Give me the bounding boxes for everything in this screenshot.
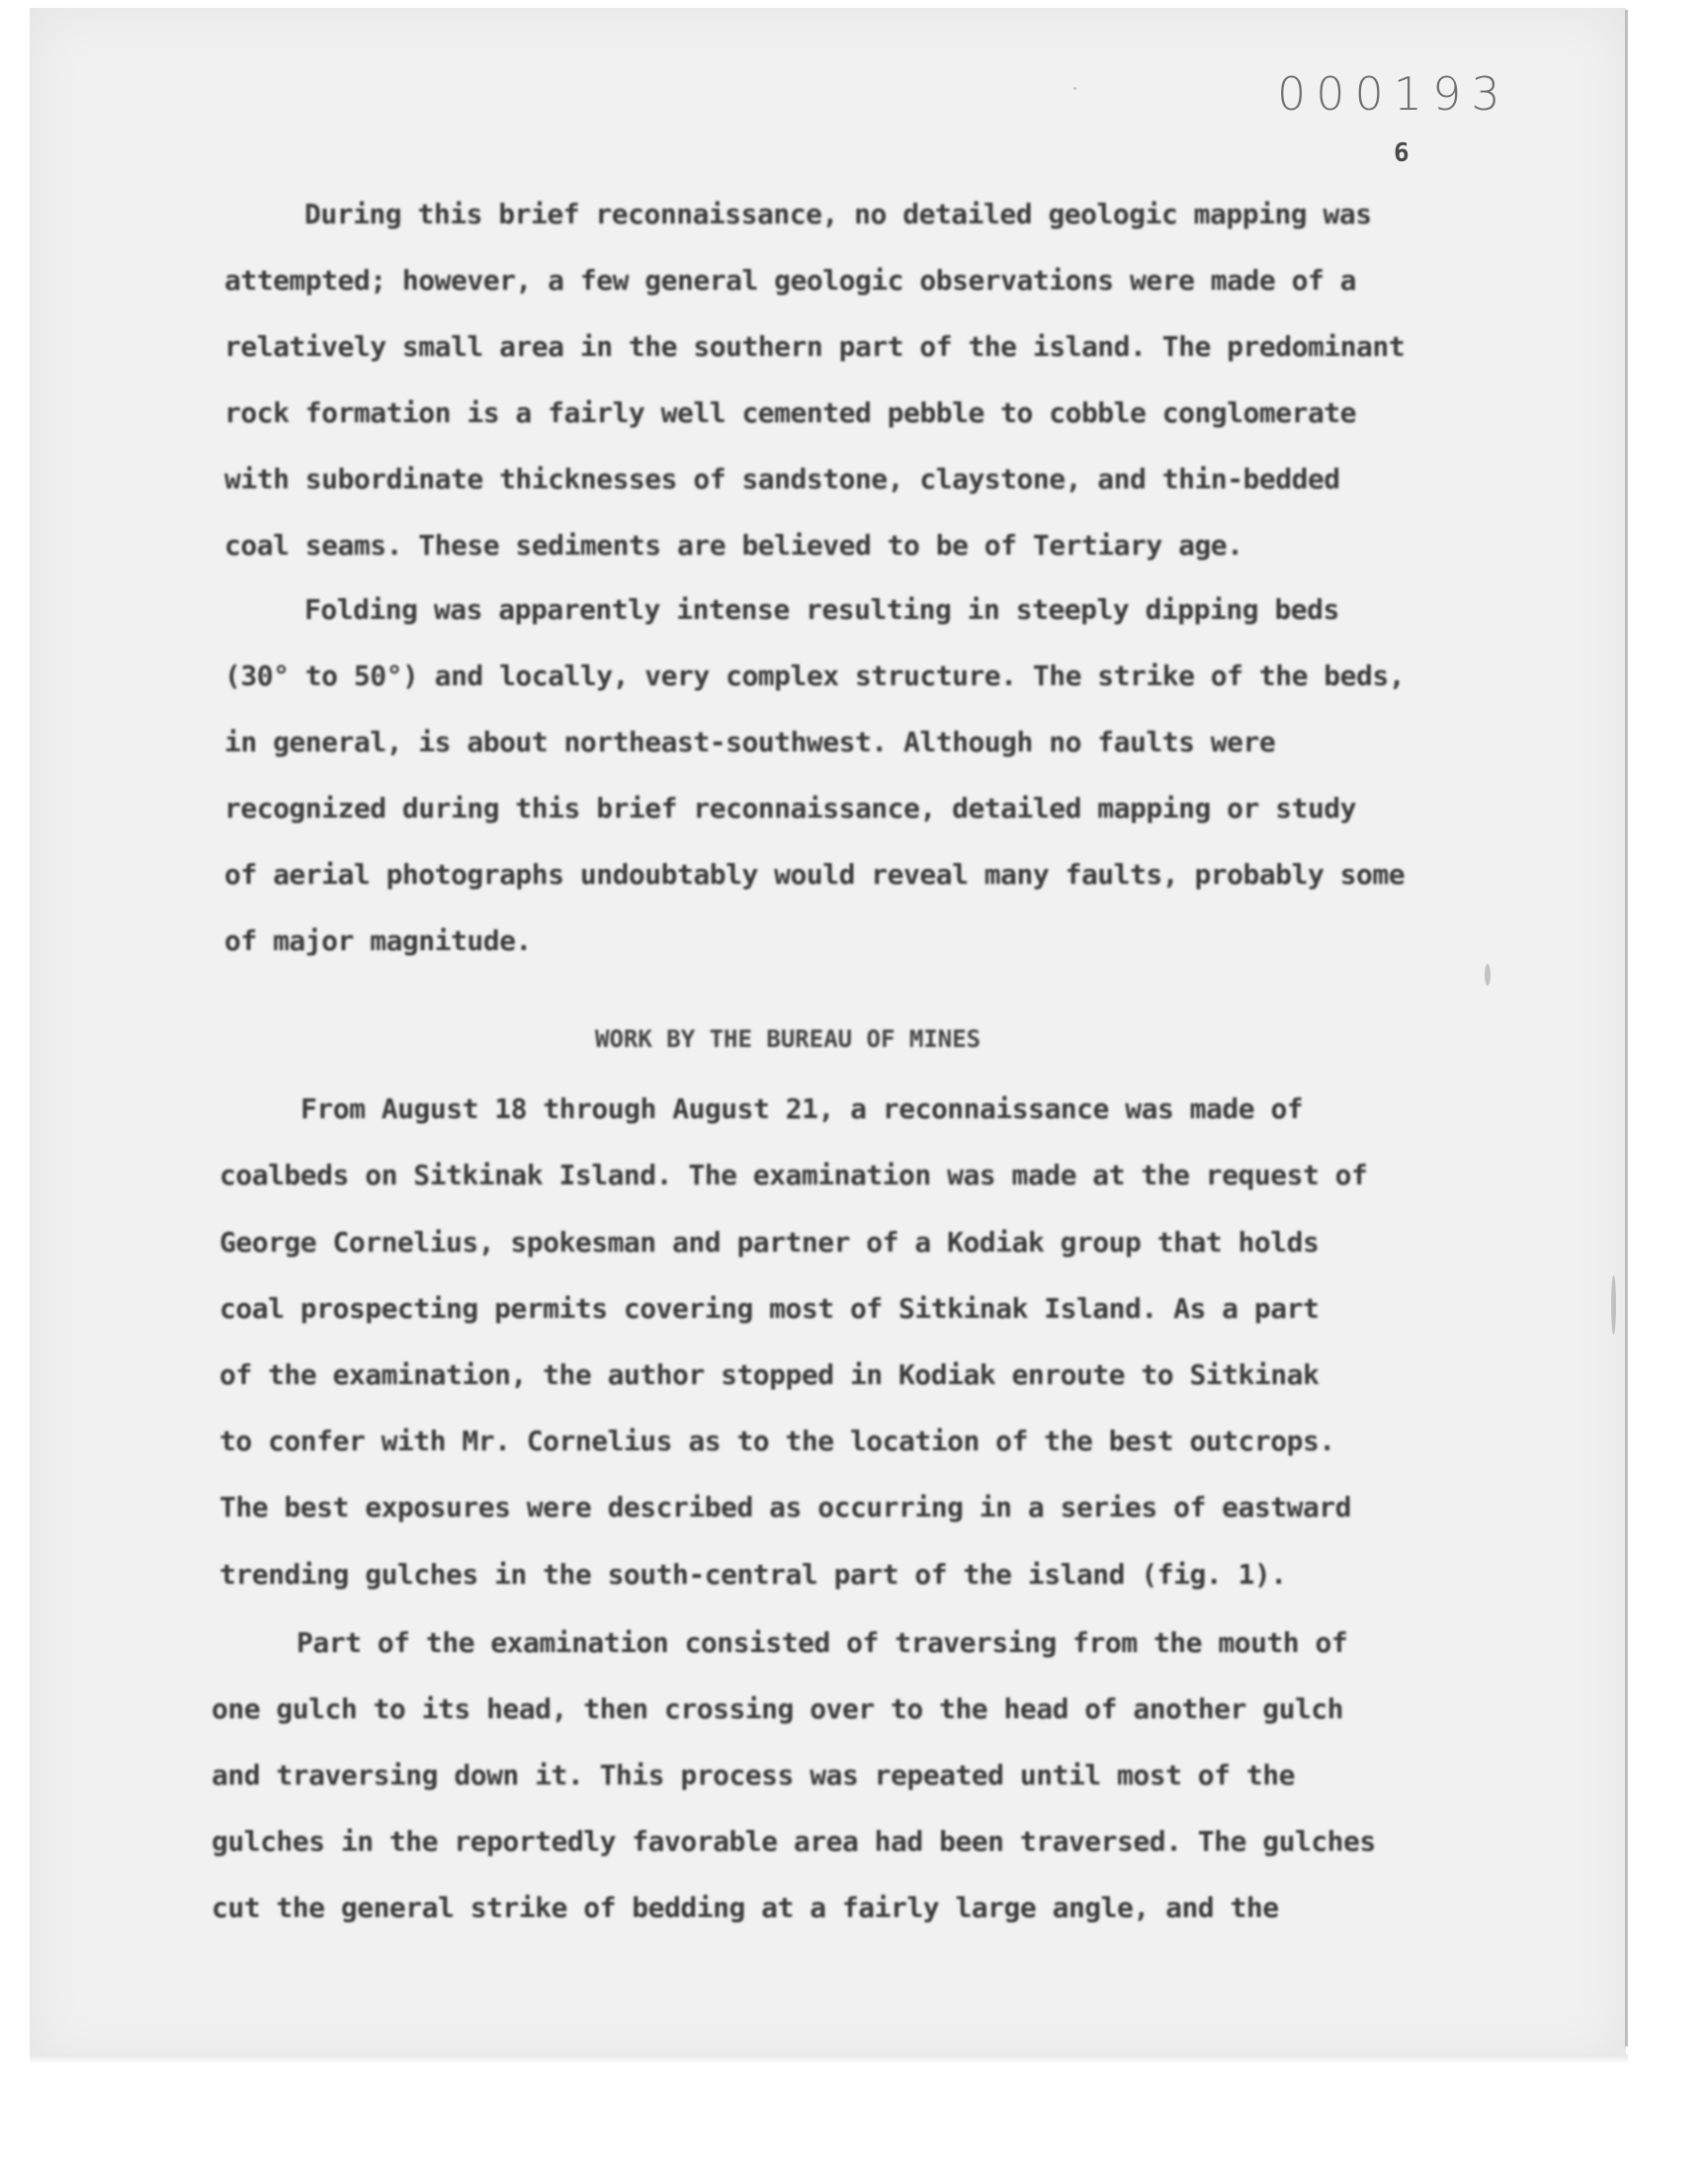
text-line: coal prospecting permits covering most of Sitkinak Island. As a part xyxy=(219,1292,1320,1325)
text-line: (30° to 50°) and locally, very complex structure. The strike of the beds, xyxy=(224,659,1406,692)
text-line: Folding was apparently intense resulting in steeply dipping beds xyxy=(304,593,1339,626)
text-line: relatively small area in the southern part of the island. The predominant xyxy=(224,330,1406,363)
scan-speck xyxy=(1485,964,1491,986)
text-line: trending gulches in the south-central part of the island (fig. 1). xyxy=(219,1558,1287,1591)
sheet-right-edge xyxy=(1625,10,1628,2046)
text-line: of the examination, the author stopped in Kodiak enroute to Sitkinak xyxy=(219,1358,1320,1391)
text-line: in general, is about northeast-southwest. Although no faults were xyxy=(224,726,1276,758)
text-line: with subordinate thicknesses of sandstone, claystone, and thin-bedded xyxy=(224,463,1340,495)
page-number: 6 xyxy=(1394,138,1409,168)
text-line: recognized during this brief reconnaissance, detailed mapping or study xyxy=(224,792,1357,825)
scan-speck xyxy=(1073,87,1076,90)
section-heading: WORK BY THE BUREAU OF MINES xyxy=(595,1025,982,1053)
text-line: Part of the examination consisted of traversing from the mouth of xyxy=(297,1626,1348,1659)
text-line: of major magnitude. xyxy=(224,924,532,957)
text-line: attempted; however, a few general geologic observations were made of a xyxy=(224,264,1357,297)
scan-speck xyxy=(1611,1275,1616,1335)
text-line: to confer with Mr. Cornelius as to the location of the best outcrops. xyxy=(219,1425,1335,1457)
text-line: The best exposures were described as occurring in a series of eastward xyxy=(219,1491,1352,1523)
text-line: coalbeds on Sitkinak Island. The examination was made at the request of xyxy=(219,1159,1368,1191)
text-line: From August 18 through August 21, a reconnaissance was made of xyxy=(300,1092,1304,1125)
document-stamp-number: 000193 xyxy=(1277,67,1510,121)
text-line: and traversing down it. This process was repeated until most of the xyxy=(212,1759,1295,1791)
text-line: coal seams. These sediments are believed to be of Tertiary age. xyxy=(224,529,1243,562)
text-line: rock formation is a fairly well cemented pebble to cobble conglomerate xyxy=(224,396,1357,429)
text-line: gulches in the reportedly favorable area had been traversed. The gulches xyxy=(212,1825,1376,1858)
text-line: one gulch to its head, then crossing over to the head of another gulch xyxy=(212,1693,1344,1725)
text-line: George Cornelius, spokesman and partner of a Kodiak group that holds xyxy=(219,1226,1320,1259)
text-line: cut the general strike of bedding at a fairly large angle, and the xyxy=(212,1891,1279,1924)
text-line: of aerial photographs undoubtably would reveal many faults, probably some xyxy=(224,858,1406,891)
sheet-bottom-edge xyxy=(30,2054,1628,2064)
text-line: During this brief reconnaissance, no detailed geologic mapping was xyxy=(304,198,1372,230)
